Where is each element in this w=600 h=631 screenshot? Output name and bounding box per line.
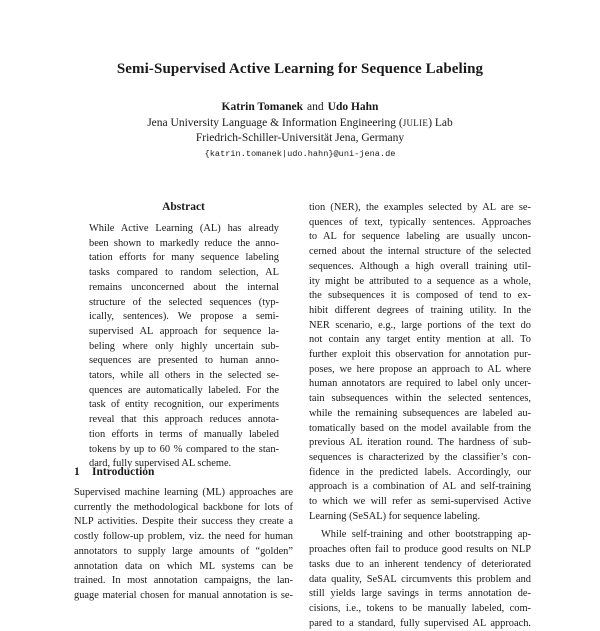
right-line: cerned about the internal structure of the selected [309,246,531,258]
right-line: NER scenario, e.g., large portions of the text do [309,319,531,331]
abstract-body [89,222,279,472]
right-line: to which we will refer as semi-supervised Active [309,496,531,508]
right-line: pared to a standard, fully supervised AL approach. [309,617,531,629]
right-line: human annotators are required to label only uncer- [309,378,531,390]
right-line: Learning (SeSAL) for sequence labeling. [309,510,481,522]
right-line: While self-training and other bootstrapping ap- [321,529,531,541]
abstract-line: tators, while all others in the selected se- [89,370,279,382]
section-title: Introduction [92,466,155,478]
right-line: tion (NER), the examples selected by AL are se- [309,202,531,213]
author-name-2: Udo Hahn [327,101,379,113]
lab-name: JULIE [402,117,429,128]
right-line: poses, we here propose an approach to AL where [309,363,531,375]
right-line: quences of text, typically sentences. Approaches [309,216,531,228]
abstract-line: tokens by up to 60 % compared to the stan- [89,443,279,455]
abstract-line: reveal that this approach reduces annota- [89,414,279,426]
abstract-line: While Active Learning (AL) has already [89,223,279,234]
right-line: the subsequences it is composed of tend to ex- [309,290,531,302]
abstract-line: tation efforts for many sequence labeling [89,252,279,264]
abstract-line: remains unconcerned about the internal [89,281,279,293]
intro-line: currently the methodological backbone for lots of [74,501,293,513]
right-line: sequences. Although a high overall training util- [309,260,531,272]
abstract-line: quences are automatically labeled. For the [89,384,279,396]
right-line: fidence in the predicted labels. Accordingly, our [309,466,531,478]
right-line: ity might be attributed to a sequence as a whole, [309,275,531,287]
author-names [0,100,600,116]
abstract-line: sequences are presented to human anno- [89,355,279,367]
right-line: to AL for sequence labeling are usually uncon- [309,231,531,243]
right-line: cisions, i.e., tokens to be manually labeled, com- [309,602,531,614]
affiliation-text: Jena University Language & Information Engineering ( [147,116,403,129]
affiliation-text-end: ) Lab [428,116,453,129]
abstract-line: supervised AL approach for sequence la- [89,325,279,337]
abstract-line: beling where only highly uncertain sub- [89,340,279,352]
abstract-line: tasks compared to random selection, AL [89,267,279,279]
right-line: previous AL iteration round. The hardness of sub- [309,437,531,449]
introduction-body [74,486,293,604]
affiliation-line-1 [0,116,600,132]
author-conjunction: and [307,101,324,113]
right-line: tasks due to an inherent tendency of deteriorated [309,558,531,570]
affiliation-line-2: Friedrich-Schiller-Universität Jena, Germany [195,132,405,144]
right-line: tain subsequences within the selected sentences, [309,393,531,405]
author-block [0,100,600,162]
right-line: further exploit this observation for annotation pur- [309,349,531,361]
paper-title: Semi-Supervised Active Learning for Sequence Labeling [116,61,484,77]
right-line: not contain any target entity mention at all. To [309,334,531,346]
intro-line: trained. In most annotation campaigns, the lan- [74,575,293,587]
section-heading [74,466,154,478]
right-line: still yields large savings in terms annotation de- [309,588,531,600]
abstract-line: task of entity recognition, our experiments [89,399,279,411]
abstract-line: structure of the selected sequences (typ- [89,296,279,308]
section-number: 1 [74,466,80,478]
intro-line: NLP activities. Despite their success they create a [74,516,293,528]
intro-line: annotators to supply large amounts of “golden” [74,545,293,557]
intro-line: Supervised machine learning (ML) approaches are [74,487,293,498]
author-name-1: Katrin Tomanek [221,101,304,113]
intro-line: costly follow-up problem, viz. the need for human [74,531,293,543]
author-email: {katrin.tomanek|udo.hahn}@uni-jena.de [204,148,396,159]
intro-line: annotation data on which ML systems can be [74,560,293,572]
abstract-line: ically, sentences). We propose a semi- [89,311,279,323]
intro-line: guage material chosen for manual annotation is se- [74,589,293,601]
right-line: proaches often fail to produce good results on NLP [309,544,531,556]
right-column-body [309,201,531,631]
abstract-line: dard, fully supervised AL scheme. [89,458,232,470]
abstract-heading: Abstract [162,201,205,213]
right-line: while the remaining subsequences are labeled au- [309,407,531,419]
right-line: approach is a combination of AL and self-training [309,481,531,493]
right-line: hibit different degrees of training utility. In the [309,304,531,316]
abstract-line: been shown to markedly reduce the anno- [89,237,279,249]
abstract-line: tion efforts in terms of manually labeled [89,428,279,440]
right-line: data quality, SeSAL circumvents this problem and [309,573,531,585]
right-line: sequences is characterized by the classifier’s con- [309,451,531,463]
right-line: tomatically based on the model available from the [309,422,531,434]
